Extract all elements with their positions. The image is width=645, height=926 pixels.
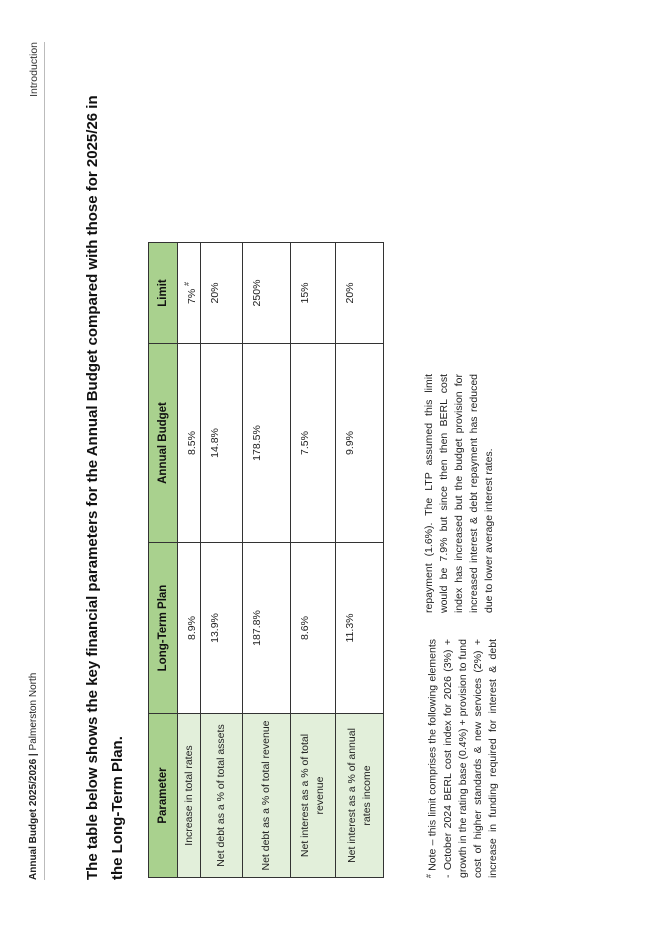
footnote: [422, 374, 501, 878]
row-parameter: Net debt as a % of total revenue: [243, 714, 291, 878]
table-header-row: [149, 243, 178, 878]
row-ltp-value: 11.3%: [336, 543, 384, 714]
row-parameter: Net interest as a % of total revenue: [291, 714, 336, 878]
row-annual-value: 8.5%: [178, 344, 201, 543]
row-annual-value: 178.5%: [243, 344, 291, 543]
row-annual-value: 14.8%: [201, 344, 243, 543]
row-limit-value: 250%: [243, 243, 291, 344]
footnote-text: Note – this limit comprises the following elements - October 2024 BERL cost index for 2026 (3%) + growth in the rating base (0.4%) + provision to fund cost of higher standards & new services (2%) + increase in funding required for interest & debt repayment (1.6%). The LTP assumed this limit would be 7.9% but since then then BERL cost index has increased but the budget provision for increased interest & debt repayment has reduced due to lower average interest rates.: [423, 374, 499, 878]
table-row: [291, 243, 336, 878]
column-header-limit: Limit: [149, 243, 178, 344]
column-header-annual: Annual Budget: [149, 344, 178, 543]
table-row: [178, 243, 201, 878]
financial-parameters-table: [148, 242, 384, 878]
row-limit-value: 15%: [291, 243, 336, 344]
table-row: [336, 243, 384, 878]
footnote-marker: #: [184, 282, 191, 286]
row-ltp-value: 13.9%: [201, 543, 243, 714]
header-separator: |: [28, 753, 39, 757]
row-limit-value: 20%: [336, 243, 384, 344]
row-annual-value: 9.9%: [336, 344, 384, 543]
table-row: [201, 243, 243, 878]
council-name: Palmerston North: [28, 672, 39, 751]
row-parameter: Increase in total rates: [178, 714, 201, 878]
header-rule: [44, 42, 45, 880]
row-limit-text: 7%: [186, 288, 198, 305]
row-annual-value: 7.5%: [291, 344, 336, 543]
column-header-ltp: Long-Term Plan: [149, 543, 178, 714]
page-heading: The table below shows the key financial parameters for the Annual Budget compared with those for 2025/26 in the Long-Term Plan.: [84, 95, 126, 880]
row-ltp-value: 8.9%: [178, 543, 201, 714]
row-ltp-value: 187.8%: [243, 543, 291, 714]
row-limit-value: 20%: [201, 243, 243, 344]
footnote-mark: #: [426, 874, 433, 878]
row-parameter: Net interest as a % of annual rates income: [336, 714, 384, 878]
section-title: Introduction: [28, 42, 40, 97]
row-ltp-value: 8.6%: [291, 543, 336, 714]
table-row: [243, 243, 291, 878]
row-limit-value: [178, 243, 201, 344]
column-header-parameter: Parameter: [149, 714, 178, 878]
page-header-left: [28, 673, 39, 880]
document-title: Annual Budget 2025/2026: [28, 758, 39, 880]
row-parameter: Net debt as a % of total assets: [201, 714, 243, 878]
